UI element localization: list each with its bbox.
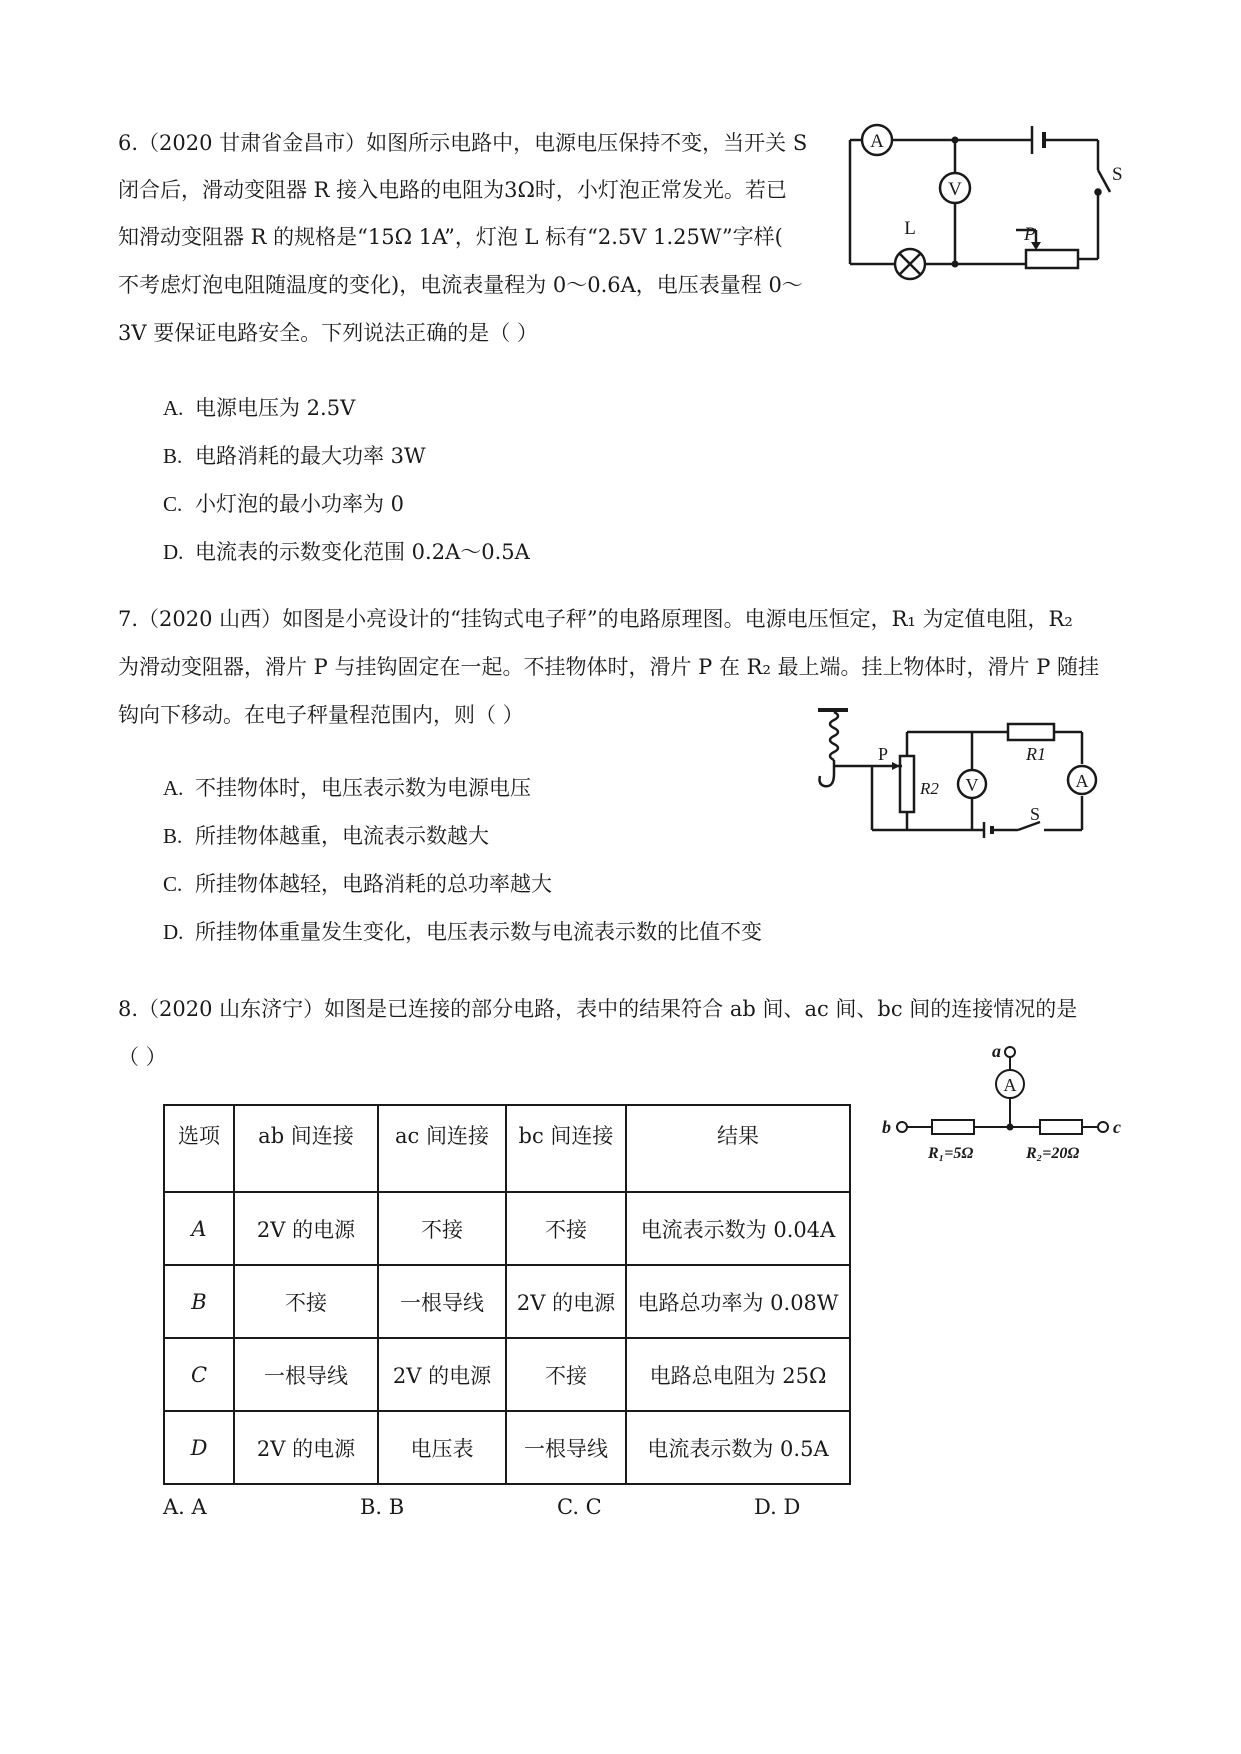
option-text: 所挂物体重量发生变化，电压表示数与电流表示数的比值不变 bbox=[195, 920, 762, 944]
option-text: 所挂物体越轻，电路消耗的总功率越大 bbox=[195, 872, 552, 896]
option-label: D. bbox=[163, 540, 184, 564]
q8-answer-table bbox=[163, 1104, 851, 1485]
q7-slider-label: P bbox=[878, 744, 889, 764]
option-text: 电流表的示数变化范围 0.2A～0.5A bbox=[195, 540, 530, 564]
table-cell: 2V 的电源 bbox=[234, 1411, 378, 1484]
q8-answer-c: C. C bbox=[557, 1495, 602, 1519]
table-cell: B bbox=[164, 1265, 234, 1338]
option-label: B. bbox=[163, 444, 183, 468]
q8-stem-line-2: （ ） bbox=[118, 1045, 167, 1069]
table-header-cell: ab 间连接 bbox=[234, 1105, 378, 1192]
q7-switch-label: S bbox=[1030, 804, 1041, 824]
q6-lamp-label: L bbox=[904, 218, 916, 239]
q7-option-c bbox=[163, 869, 552, 899]
table-cell: 电路总功率为 0.08W bbox=[626, 1265, 850, 1338]
q7-option-d bbox=[163, 917, 762, 947]
table-cell: 电流表示数为 0.04A bbox=[626, 1192, 850, 1265]
table-cell: 2V 的电源 bbox=[378, 1338, 506, 1411]
q6-stem-line-1: 6.（2020 甘肃省金昌市）如图所示电路中，电源电压保持不变，当开关 S bbox=[118, 131, 808, 155]
q7-ammeter-label: A bbox=[1075, 771, 1089, 791]
option-label: C. bbox=[163, 872, 183, 896]
table-row bbox=[164, 1411, 850, 1484]
q7-stem-line-2: 为滑动变阻器，滑片 P 与挂钩固定在一起。不挂物体时，滑片 P 在 R₂ 最上端。挂上物体时，滑片 P 随挂 bbox=[118, 655, 1100, 679]
q8-terminal-b-label: b bbox=[882, 1117, 891, 1137]
option-text: 小灯泡的最小功率为 0 bbox=[195, 492, 405, 516]
lamp-icon bbox=[895, 249, 925, 279]
q7-option-b bbox=[163, 821, 489, 851]
q6-option-b bbox=[163, 441, 426, 471]
table-cell: 不接 bbox=[378, 1192, 506, 1265]
q7-r1-label: R1 bbox=[1026, 744, 1046, 764]
table-header-row bbox=[164, 1105, 850, 1192]
option-text: 电源电压为 2.5V bbox=[195, 396, 356, 420]
q8-terminal-c-label: c bbox=[1113, 1117, 1121, 1137]
q7-voltmeter-label: V bbox=[965, 775, 979, 795]
q6-ammeter-label: A bbox=[870, 131, 884, 152]
option-label: C. bbox=[163, 492, 183, 516]
q6-circuit-diagram bbox=[840, 118, 1130, 288]
q7-stem-line-1: 7.（2020 山西）如图是小亮设计的“挂钩式电子秤”的电路原理图。电源电压恒定，R₁ 为定值电阻，R₂ bbox=[118, 607, 1073, 631]
q6-stem-line-5: 3V 要保证电路安全。下列说法正确的是（ ） bbox=[118, 321, 538, 345]
table-cell: 一根导线 bbox=[506, 1411, 626, 1484]
table-cell: 2V 的电源 bbox=[234, 1192, 378, 1265]
table-cell: D bbox=[164, 1411, 234, 1484]
q6-option-d bbox=[163, 537, 530, 567]
q6-stem-line-4: 不考虑灯泡电阻随温度的变化)，电流表量程为 0～0.6A，电压表量程 0～ bbox=[118, 273, 803, 297]
table-cell: 电流表示数为 0.5A bbox=[626, 1411, 850, 1484]
option-label: D. bbox=[163, 920, 184, 944]
table-cell: 2V 的电源 bbox=[506, 1265, 626, 1338]
option-text: 所挂物体越重，电流表示数越大 bbox=[195, 824, 489, 848]
q8-r2-label: R₂=20Ω bbox=[1026, 1145, 1080, 1162]
table-cell: 不接 bbox=[234, 1265, 378, 1338]
option-label: A. bbox=[163, 396, 184, 420]
q8-terminal-a-label: a bbox=[992, 1041, 1001, 1061]
option-label: A. bbox=[163, 776, 184, 800]
table-header-cell: 结果 bbox=[626, 1105, 850, 1192]
q6-option-c bbox=[163, 489, 404, 519]
q7-r2-label: R2 bbox=[920, 779, 939, 798]
table-cell: 不接 bbox=[506, 1192, 626, 1265]
q6-slider-label: P bbox=[1024, 224, 1036, 245]
q6-stem-line-2: 闭合后，滑动变阻器 R 接入电路的电阻为3Ω时，小灯泡正常发光。若已 bbox=[118, 178, 787, 202]
q8-answer-a: A. A bbox=[163, 1495, 207, 1519]
q8-answer-b: B. B bbox=[360, 1495, 405, 1519]
q7-option-a bbox=[163, 773, 531, 803]
q8-circuit-diagram bbox=[880, 1040, 1130, 1170]
q8-r1-label: R₁=5Ω bbox=[928, 1145, 974, 1162]
table-row bbox=[164, 1265, 850, 1338]
table-cell: A bbox=[164, 1192, 234, 1265]
q8-ammeter-label: A bbox=[1003, 1075, 1017, 1095]
q8-stem-line-1: 8.（2020 山东济宁）如图是已连接的部分电路，表中的结果符合 ab 间、ac 间、bc 间的连接情况的是 bbox=[118, 997, 1078, 1021]
q6-switch-label: S bbox=[1112, 164, 1123, 185]
q6-option-a bbox=[163, 393, 355, 423]
option-text: 电路消耗的最大功率 3W bbox=[195, 444, 426, 468]
table-row bbox=[164, 1338, 850, 1411]
q6-voltmeter-label: V bbox=[948, 179, 962, 200]
q8-answer-d: D. D bbox=[754, 1495, 801, 1519]
q7-stem-line-3: 钩向下移动。在电子秤量程范围内，则（ ） bbox=[118, 703, 524, 727]
table-row bbox=[164, 1192, 850, 1265]
q6-stem-line-3: 知滑动变阻器 R 的规格是“15Ω 1A”，灯泡 L 标有“2.5V 1.25W”字样( bbox=[118, 225, 783, 249]
option-label: B. bbox=[163, 824, 183, 848]
table-cell: C bbox=[164, 1338, 234, 1411]
table-header-cell: 选项 bbox=[164, 1105, 234, 1192]
option-text: 不挂物体时，电压表示数为电源电压 bbox=[195, 776, 531, 800]
table-header-cell: bc 间连接 bbox=[506, 1105, 626, 1192]
table-cell: 电压表 bbox=[378, 1411, 506, 1484]
table-cell: 电路总电阻为 25Ω bbox=[626, 1338, 850, 1411]
table-cell: 一根导线 bbox=[234, 1338, 378, 1411]
table-header-cell: ac 间连接 bbox=[378, 1105, 506, 1192]
q7-circuit-diagram bbox=[812, 702, 1122, 852]
table-cell: 一根导线 bbox=[378, 1265, 506, 1338]
table-cell: 不接 bbox=[506, 1338, 626, 1411]
